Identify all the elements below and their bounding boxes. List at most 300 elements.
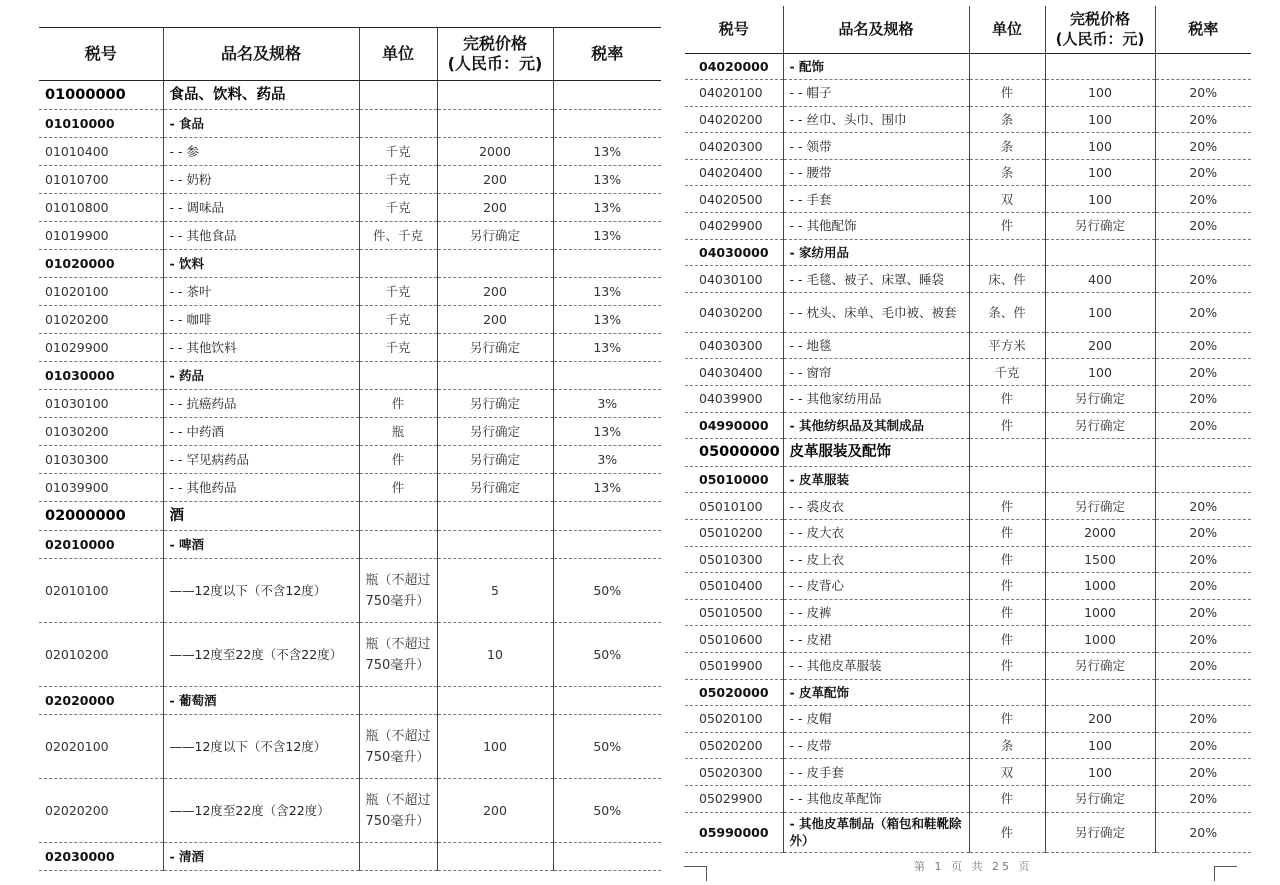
table-row	[685, 292, 1251, 332]
cell-code: 05010600	[685, 626, 783, 653]
cell-price: 200	[437, 194, 553, 222]
cell-price: 100	[1045, 106, 1155, 133]
cell-price: 100	[1045, 732, 1155, 759]
cell-code: 04020400	[685, 159, 783, 186]
cell-price: 1000	[1045, 599, 1155, 626]
cell-rate	[553, 250, 661, 278]
cell-code: 02020000	[39, 687, 163, 715]
header-unit: 单位	[359, 28, 437, 81]
cell-unit: 件	[969, 599, 1045, 626]
cell-code: 01000000	[39, 81, 163, 110]
cell-unit: 件、千克	[359, 222, 437, 250]
cell-rate: 20%	[1155, 759, 1251, 786]
cell-code: 02020100	[39, 715, 163, 779]
cell-unit	[359, 110, 437, 138]
table-row	[39, 715, 661, 779]
cell-rate: 50%	[553, 779, 661, 843]
table-row	[685, 332, 1251, 359]
table-row	[685, 53, 1251, 80]
cell-name: - - 皮裙	[783, 626, 969, 653]
cell-code: 05010400	[685, 573, 783, 600]
header-rate: 税率	[553, 28, 661, 81]
cell-rate: 20%	[1155, 159, 1251, 186]
table-row	[685, 493, 1251, 520]
cell-price: 另行确定	[437, 334, 553, 362]
table-row	[39, 166, 661, 194]
right-table-body	[685, 53, 1251, 852]
header-code: 税号	[39, 28, 163, 81]
cell-rate: 20%	[1155, 546, 1251, 573]
cell-price: 2000	[1045, 520, 1155, 547]
cell-price: 1000	[1045, 626, 1155, 653]
right-tariff-table	[685, 6, 1251, 853]
table-row	[39, 474, 661, 502]
cell-price: 1500	[1045, 546, 1155, 573]
cell-code: 02030000	[39, 843, 163, 871]
cell-rate: 20%	[1155, 573, 1251, 600]
cell-name: - 食品	[163, 110, 359, 138]
cell-unit: 千克	[359, 138, 437, 166]
table-row	[39, 306, 661, 334]
header-price-line2: (人民币：元)	[447, 54, 543, 73]
cell-unit: 件	[969, 386, 1045, 413]
cell-name: - 皮革配饰	[783, 679, 969, 706]
cell-unit: 瓶（不超过750毫升）	[359, 779, 437, 843]
page-corner-mark-right	[1214, 866, 1237, 881]
left-tariff-table	[39, 27, 661, 871]
cell-name: ——12度至22度（含22度）	[163, 779, 359, 843]
cell-code: 01030100	[39, 390, 163, 418]
cell-name: - - 其他药品	[163, 474, 359, 502]
table-row	[685, 386, 1251, 413]
table-row	[685, 239, 1251, 266]
cell-price: 100	[1045, 159, 1155, 186]
cell-rate	[1155, 53, 1251, 80]
cell-rate: 50%	[553, 715, 661, 779]
cell-unit: 瓶	[359, 418, 437, 446]
cell-unit: 件	[359, 474, 437, 502]
cell-code: 01010400	[39, 138, 163, 166]
cell-unit	[359, 687, 437, 715]
cell-rate	[553, 362, 661, 390]
table-row	[685, 573, 1251, 600]
cell-code: 05029900	[685, 785, 783, 812]
cell-code: 01030000	[39, 362, 163, 390]
cell-unit: 件	[969, 520, 1045, 547]
cell-name: - - 皮手套	[783, 759, 969, 786]
cell-name: - 清酒	[163, 843, 359, 871]
cell-rate: 13%	[553, 334, 661, 362]
cell-rate: 20%	[1155, 626, 1251, 653]
cell-name: - - 地毯	[783, 332, 969, 359]
cell-unit: 条	[969, 106, 1045, 133]
left-table-body	[39, 81, 661, 871]
cell-unit	[969, 466, 1045, 493]
cell-name: - - 抗癌药品	[163, 390, 359, 418]
cell-unit	[359, 843, 437, 871]
cell-price: 100	[1045, 133, 1155, 160]
table-row	[685, 466, 1251, 493]
cell-price	[1045, 439, 1155, 467]
cell-code: 04020000	[685, 53, 783, 80]
cell-unit: 件	[969, 626, 1045, 653]
header-name: 品名及规格	[783, 6, 969, 53]
cell-code: 04030100	[685, 266, 783, 293]
cell-code: 02000000	[39, 502, 163, 531]
cell-rate: 13%	[553, 194, 661, 222]
cell-code: 01010000	[39, 110, 163, 138]
cell-price: 另行确定	[437, 418, 553, 446]
cell-unit	[359, 81, 437, 110]
table-row	[39, 334, 661, 362]
table-row	[39, 362, 661, 390]
table-row	[39, 194, 661, 222]
cell-code: 01020100	[39, 278, 163, 306]
cell-code: 04039900	[685, 386, 783, 413]
cell-code: 05020000	[685, 679, 783, 706]
cell-rate: 20%	[1155, 80, 1251, 107]
cell-name: ——12度以下（不含12度）	[163, 559, 359, 623]
cell-rate	[553, 843, 661, 871]
cell-rate: 13%	[553, 278, 661, 306]
cell-rate: 20%	[1155, 266, 1251, 293]
page-corner-mark-left	[684, 866, 707, 881]
cell-rate: 50%	[553, 623, 661, 687]
right-page	[680, 0, 1280, 885]
cell-rate: 20%	[1155, 812, 1251, 852]
cell-code: 02010100	[39, 559, 163, 623]
cell-code: 01010700	[39, 166, 163, 194]
table-row	[39, 250, 661, 278]
cell-unit: 件	[359, 446, 437, 474]
cell-name: - 药品	[163, 362, 359, 390]
cell-rate	[1155, 466, 1251, 493]
cell-code: 04030200	[685, 292, 783, 332]
cell-rate: 20%	[1155, 186, 1251, 213]
table-row	[685, 412, 1251, 439]
cell-unit: 条、件	[969, 292, 1045, 332]
cell-code: 05019900	[685, 652, 783, 679]
table-row	[39, 502, 661, 531]
cell-code: 04990000	[685, 412, 783, 439]
cell-unit: 件	[969, 652, 1045, 679]
cell-code: 05010200	[685, 520, 783, 547]
cell-code: 04029900	[685, 213, 783, 240]
cell-rate: 20%	[1155, 652, 1251, 679]
cell-price: 2000	[437, 138, 553, 166]
cell-name: - 饮料	[163, 250, 359, 278]
header-rate: 税率	[1155, 6, 1251, 53]
cell-price: 1000	[1045, 573, 1155, 600]
cell-name: ——12度以下（不含12度）	[163, 715, 359, 779]
cell-rate	[553, 81, 661, 110]
cell-name: - - 裘皮衣	[783, 493, 969, 520]
cell-price: 另行确定	[437, 446, 553, 474]
cell-price: 另行确定	[1045, 412, 1155, 439]
cell-name: 酒	[163, 502, 359, 531]
table-row	[39, 418, 661, 446]
cell-code: 01029900	[39, 334, 163, 362]
table-row	[685, 266, 1251, 293]
cell-rate: 20%	[1155, 359, 1251, 386]
cell-price	[437, 81, 553, 110]
table-row	[39, 390, 661, 418]
cell-unit: 千克	[359, 166, 437, 194]
header-price-line2: (人民币：元)	[1055, 30, 1145, 49]
cell-unit: 瓶（不超过750毫升）	[359, 623, 437, 687]
cell-name: 食品、饮料、药品	[163, 81, 359, 110]
cell-name: - - 中药酒	[163, 418, 359, 446]
cell-price	[437, 531, 553, 559]
cell-name: - - 咖啡	[163, 306, 359, 334]
cell-name: - - 罕见病药品	[163, 446, 359, 474]
table-row	[685, 706, 1251, 733]
cell-unit: 件	[969, 412, 1045, 439]
table-row	[685, 186, 1251, 213]
cell-code: 04020500	[685, 186, 783, 213]
table-row	[685, 213, 1251, 240]
cell-unit: 件	[359, 390, 437, 418]
cell-price: 200	[437, 166, 553, 194]
cell-rate	[553, 531, 661, 559]
table-header-row	[685, 6, 1251, 53]
cell-unit: 条	[969, 159, 1045, 186]
header-price-line1: 完税价格	[462, 34, 527, 53]
cell-rate: 20%	[1155, 106, 1251, 133]
cell-price: 100	[1045, 759, 1155, 786]
table-header-row	[39, 28, 661, 81]
cell-price: 200	[1045, 706, 1155, 733]
cell-code: 02010200	[39, 623, 163, 687]
cell-unit: 条	[969, 732, 1045, 759]
cell-unit	[969, 53, 1045, 80]
cell-price	[437, 110, 553, 138]
cell-name: - - 茶叶	[163, 278, 359, 306]
cell-rate: 13%	[553, 166, 661, 194]
cell-unit: 件	[969, 80, 1045, 107]
cell-price	[437, 687, 553, 715]
table-row	[39, 278, 661, 306]
cell-name: - - 其他家纺用品	[783, 386, 969, 413]
cell-unit: 千克	[359, 306, 437, 334]
cell-price: 100	[1045, 292, 1155, 332]
cell-code: 05020200	[685, 732, 783, 759]
cell-code: 01030300	[39, 446, 163, 474]
cell-unit: 瓶（不超过750毫升）	[359, 715, 437, 779]
cell-price: 另行确定	[1045, 386, 1155, 413]
cell-price	[437, 250, 553, 278]
cell-rate: 13%	[553, 222, 661, 250]
cell-rate: 3%	[553, 446, 661, 474]
cell-rate: 20%	[1155, 412, 1251, 439]
cell-price: 200	[437, 779, 553, 843]
cell-name: - - 手套	[783, 186, 969, 213]
cell-unit	[359, 502, 437, 531]
cell-price: 另行确定	[437, 390, 553, 418]
table-row	[685, 732, 1251, 759]
cell-unit: 瓶（不超过750毫升）	[359, 559, 437, 623]
table-row	[685, 812, 1251, 852]
cell-unit	[359, 250, 437, 278]
table-row	[685, 652, 1251, 679]
cell-name: - - 窗帘	[783, 359, 969, 386]
cell-name: - - 皮带	[783, 732, 969, 759]
cell-name: - - 其他皮革服装	[783, 652, 969, 679]
cell-name: - - 皮裤	[783, 599, 969, 626]
cell-unit: 件	[969, 546, 1045, 573]
cell-name: - - 皮背心	[783, 573, 969, 600]
cell-code: 04020300	[685, 133, 783, 160]
table-row	[685, 106, 1251, 133]
cell-unit: 千克	[359, 334, 437, 362]
cell-unit: 件	[969, 706, 1045, 733]
cell-code: 05010000	[685, 466, 783, 493]
cell-price: 5	[437, 559, 553, 623]
cell-rate: 20%	[1155, 213, 1251, 240]
cell-rate: 13%	[553, 418, 661, 446]
cell-unit: 条	[969, 133, 1045, 160]
cell-unit: 件	[969, 785, 1045, 812]
cell-price	[1045, 239, 1155, 266]
header-name: 品名及规格	[163, 28, 359, 81]
cell-name: ——12度至22度（不含22度）	[163, 623, 359, 687]
cell-unit: 件	[969, 812, 1045, 852]
page-footer: 第 1 页 共 25 页	[914, 860, 1033, 873]
cell-name: - - 领带	[783, 133, 969, 160]
cell-rate: 20%	[1155, 520, 1251, 547]
cell-rate	[1155, 679, 1251, 706]
table-row	[39, 687, 661, 715]
cell-price: 另行确定	[1045, 812, 1155, 852]
table-row	[39, 843, 661, 871]
cell-code: 05010300	[685, 546, 783, 573]
cell-unit	[359, 362, 437, 390]
cell-price: 200	[437, 306, 553, 334]
cell-name: - - 帽子	[783, 80, 969, 107]
cell-unit	[969, 239, 1045, 266]
cell-name: - - 调味品	[163, 194, 359, 222]
cell-rate: 13%	[553, 474, 661, 502]
cell-name: - - 参	[163, 138, 359, 166]
cell-name: - - 其他配饰	[783, 213, 969, 240]
table-row	[39, 623, 661, 687]
cell-code: 04020100	[685, 80, 783, 107]
cell-code: 04020200	[685, 106, 783, 133]
cell-code: 01020200	[39, 306, 163, 334]
cell-code: 01039900	[39, 474, 163, 502]
cell-name: - 其他纺织品及其制成品	[783, 412, 969, 439]
table-row	[39, 559, 661, 623]
cell-rate: 20%	[1155, 386, 1251, 413]
cell-rate: 20%	[1155, 332, 1251, 359]
cell-name: - - 丝巾、头巾、围巾	[783, 106, 969, 133]
cell-name: - 家纺用品	[783, 239, 969, 266]
cell-code: 05010100	[685, 493, 783, 520]
cell-unit: 床、件	[969, 266, 1045, 293]
cell-code: 05020100	[685, 706, 783, 733]
cell-name: - - 奶粉	[163, 166, 359, 194]
cell-rate: 3%	[553, 390, 661, 418]
cell-rate: 20%	[1155, 706, 1251, 733]
cell-code: 05020300	[685, 759, 783, 786]
cell-code: 04030400	[685, 359, 783, 386]
table-row	[685, 546, 1251, 573]
cell-unit: 件	[969, 573, 1045, 600]
cell-unit	[969, 679, 1045, 706]
header-unit: 单位	[969, 6, 1045, 53]
cell-unit	[359, 531, 437, 559]
cell-price: 10	[437, 623, 553, 687]
table-row	[685, 159, 1251, 186]
cell-name: - - 其他饮料	[163, 334, 359, 362]
cell-unit: 平方米	[969, 332, 1045, 359]
cell-code: 05990000	[685, 812, 783, 852]
table-row	[685, 359, 1251, 386]
table-row	[685, 785, 1251, 812]
cell-unit: 千克	[359, 278, 437, 306]
cell-price: 另行确定	[437, 222, 553, 250]
table-row	[39, 110, 661, 138]
cell-name: 皮革服装及配饰	[783, 439, 969, 467]
header-price-line1: 完税价格	[1069, 10, 1130, 29]
header-price	[437, 28, 553, 81]
cell-name: - - 腰带	[783, 159, 969, 186]
cell-price: 100	[1045, 80, 1155, 107]
cell-price: 200	[437, 278, 553, 306]
table-row	[39, 222, 661, 250]
cell-price: 另行确定	[1045, 652, 1155, 679]
cell-price: 100	[1045, 186, 1155, 213]
cell-rate: 20%	[1155, 493, 1251, 520]
cell-rate	[553, 110, 661, 138]
cell-unit: 件	[969, 493, 1045, 520]
cell-price: 另行确定	[437, 474, 553, 502]
cell-price	[1045, 679, 1155, 706]
cell-price: 400	[1045, 266, 1155, 293]
table-row	[39, 531, 661, 559]
cell-unit: 件	[969, 213, 1045, 240]
cell-code: 01010800	[39, 194, 163, 222]
cell-price	[437, 502, 553, 531]
cell-name: - - 其他食品	[163, 222, 359, 250]
cell-rate: 20%	[1155, 133, 1251, 160]
table-row	[685, 520, 1251, 547]
cell-unit: 千克	[359, 194, 437, 222]
cell-price	[1045, 466, 1155, 493]
cell-name: - 啤酒	[163, 531, 359, 559]
table-row	[685, 626, 1251, 653]
cell-code: 01019900	[39, 222, 163, 250]
cell-unit: 双	[969, 186, 1045, 213]
cell-price: 另行确定	[1045, 785, 1155, 812]
table-row	[39, 138, 661, 166]
table-row	[685, 679, 1251, 706]
cell-rate	[1155, 439, 1251, 467]
cell-rate: 50%	[553, 559, 661, 623]
cell-price	[1045, 53, 1155, 80]
table-row	[685, 80, 1251, 107]
cell-name: - - 皮帽	[783, 706, 969, 733]
cell-rate: 13%	[553, 306, 661, 334]
table-row	[685, 439, 1251, 467]
cell-name: - 配饰	[783, 53, 969, 80]
cell-unit: 双	[969, 759, 1045, 786]
cell-code: 04030000	[685, 239, 783, 266]
cell-unit	[969, 439, 1045, 467]
cell-name: - - 皮大衣	[783, 520, 969, 547]
header-code: 税号	[685, 6, 783, 53]
cell-unit: 千克	[969, 359, 1045, 386]
